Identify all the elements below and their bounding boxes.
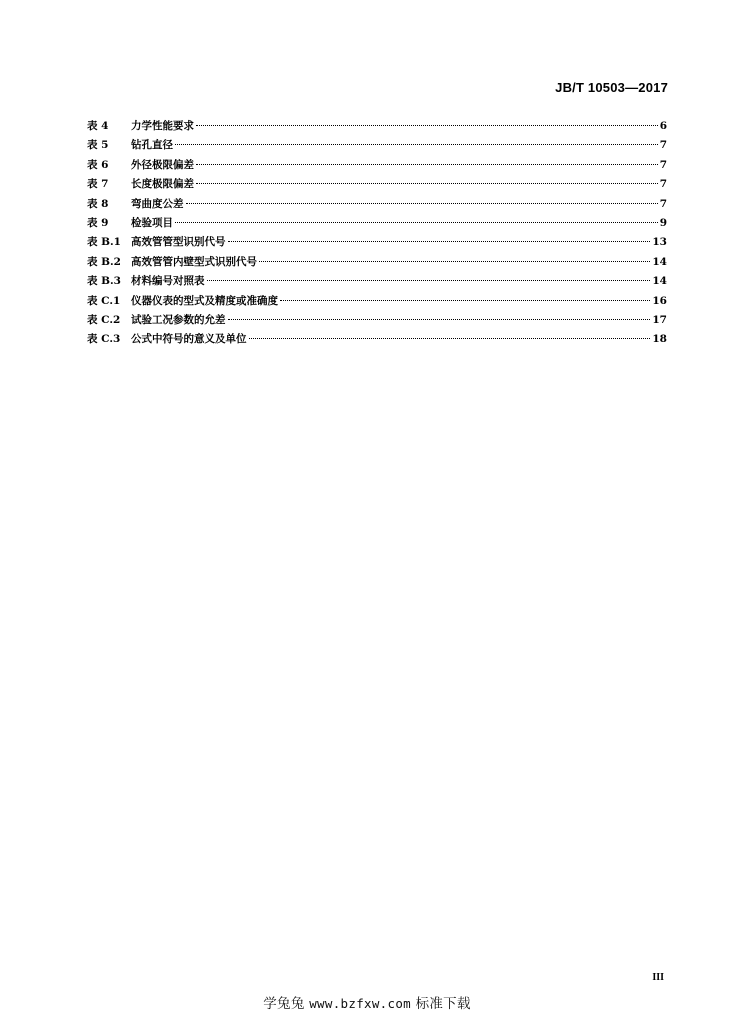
toc-label: 表 B.1 bbox=[87, 236, 121, 249]
toc-page-number: 13 bbox=[652, 236, 667, 249]
toc-leader-dots bbox=[186, 202, 658, 204]
toc-leader-dots bbox=[249, 337, 651, 339]
toc-leader-dots bbox=[228, 240, 651, 242]
toc-page-number: 14 bbox=[652, 275, 667, 288]
page-number: III bbox=[652, 972, 664, 983]
toc-label: 表 6 bbox=[87, 158, 109, 171]
watermark-prefix: 学兔兔 bbox=[263, 996, 305, 1012]
toc-leader-dots bbox=[196, 163, 658, 165]
watermark-suffix: 标准下载 bbox=[415, 996, 471, 1012]
table-list bbox=[87, 117, 667, 350]
toc-page-number: 9 bbox=[659, 216, 667, 229]
toc-title: 试验工况参数的允差 bbox=[131, 313, 226, 326]
toc-leader-dots bbox=[175, 143, 658, 145]
toc-page-number: 7 bbox=[659, 158, 667, 171]
toc-page-number: 7 bbox=[659, 178, 667, 191]
toc-label: 表 4 bbox=[87, 120, 109, 132]
toc-label: 表 C.3 bbox=[87, 333, 121, 346]
toc-title: 长度极限偏差 bbox=[131, 178, 194, 191]
toc-row[interactable] bbox=[87, 117, 667, 136]
watermark-url[interactable]: www.bzfxw.com bbox=[309, 996, 411, 1011]
standard-code: JB/T 10503—2017 bbox=[555, 80, 668, 95]
toc-leader-dots bbox=[196, 182, 658, 184]
toc-label: 表 7 bbox=[87, 178, 109, 191]
toc-page-number: 16 bbox=[652, 294, 667, 307]
toc-leader-dots bbox=[259, 260, 650, 262]
toc-row[interactable] bbox=[87, 311, 667, 330]
toc-leader-dots bbox=[175, 221, 658, 223]
toc-leader-dots bbox=[207, 279, 651, 281]
toc-label: 表 8 bbox=[87, 197, 109, 210]
toc-title: 外径极限偏差 bbox=[131, 158, 194, 171]
toc-row[interactable] bbox=[87, 136, 667, 155]
toc-title: 材料编号对照表 bbox=[131, 275, 205, 288]
toc-row[interactable] bbox=[87, 175, 667, 194]
toc-page-number: 18 bbox=[652, 333, 667, 346]
toc-title: 检验项目 bbox=[131, 216, 173, 229]
toc-row[interactable] bbox=[87, 195, 667, 214]
toc-leader-dots bbox=[196, 124, 658, 126]
toc-row[interactable] bbox=[87, 330, 667, 349]
toc-page-number: 7 bbox=[659, 197, 667, 210]
toc-row[interactable] bbox=[87, 272, 667, 291]
toc-page-number: 14 bbox=[652, 255, 667, 268]
toc-title: 公式中符号的意义及单位 bbox=[131, 333, 247, 346]
toc-label: 表 C.1 bbox=[87, 294, 121, 307]
toc-page-number: 6 bbox=[659, 120, 667, 132]
toc-title: 高效管管型识别代号 bbox=[131, 236, 226, 249]
toc-row[interactable] bbox=[87, 233, 667, 252]
footer-watermark bbox=[0, 992, 734, 1012]
toc-title: 高效管管内壁型式识别代号 bbox=[131, 255, 257, 268]
toc-title: 力学性能要求 bbox=[131, 120, 194, 132]
toc-title: 弯曲度公差 bbox=[131, 197, 184, 210]
toc-title: 仪器仪表的型式及精度或准确度 bbox=[131, 294, 278, 307]
toc-label: 表 C.2 bbox=[87, 313, 121, 326]
toc-row[interactable] bbox=[87, 292, 667, 311]
toc-row[interactable] bbox=[87, 253, 667, 272]
toc-row[interactable] bbox=[87, 214, 667, 233]
toc-label: 表 B.2 bbox=[87, 255, 121, 268]
toc-label: 表 B.3 bbox=[87, 275, 121, 288]
toc-title: 钻孔直径 bbox=[131, 139, 173, 152]
toc-leader-dots bbox=[280, 299, 650, 301]
toc-page-number: 17 bbox=[652, 313, 667, 326]
toc-label: 表 9 bbox=[87, 216, 109, 229]
toc-page-number: 7 bbox=[659, 139, 667, 152]
toc-leader-dots bbox=[228, 318, 651, 320]
toc-row[interactable] bbox=[87, 156, 667, 175]
toc-label: 表 5 bbox=[87, 139, 109, 152]
